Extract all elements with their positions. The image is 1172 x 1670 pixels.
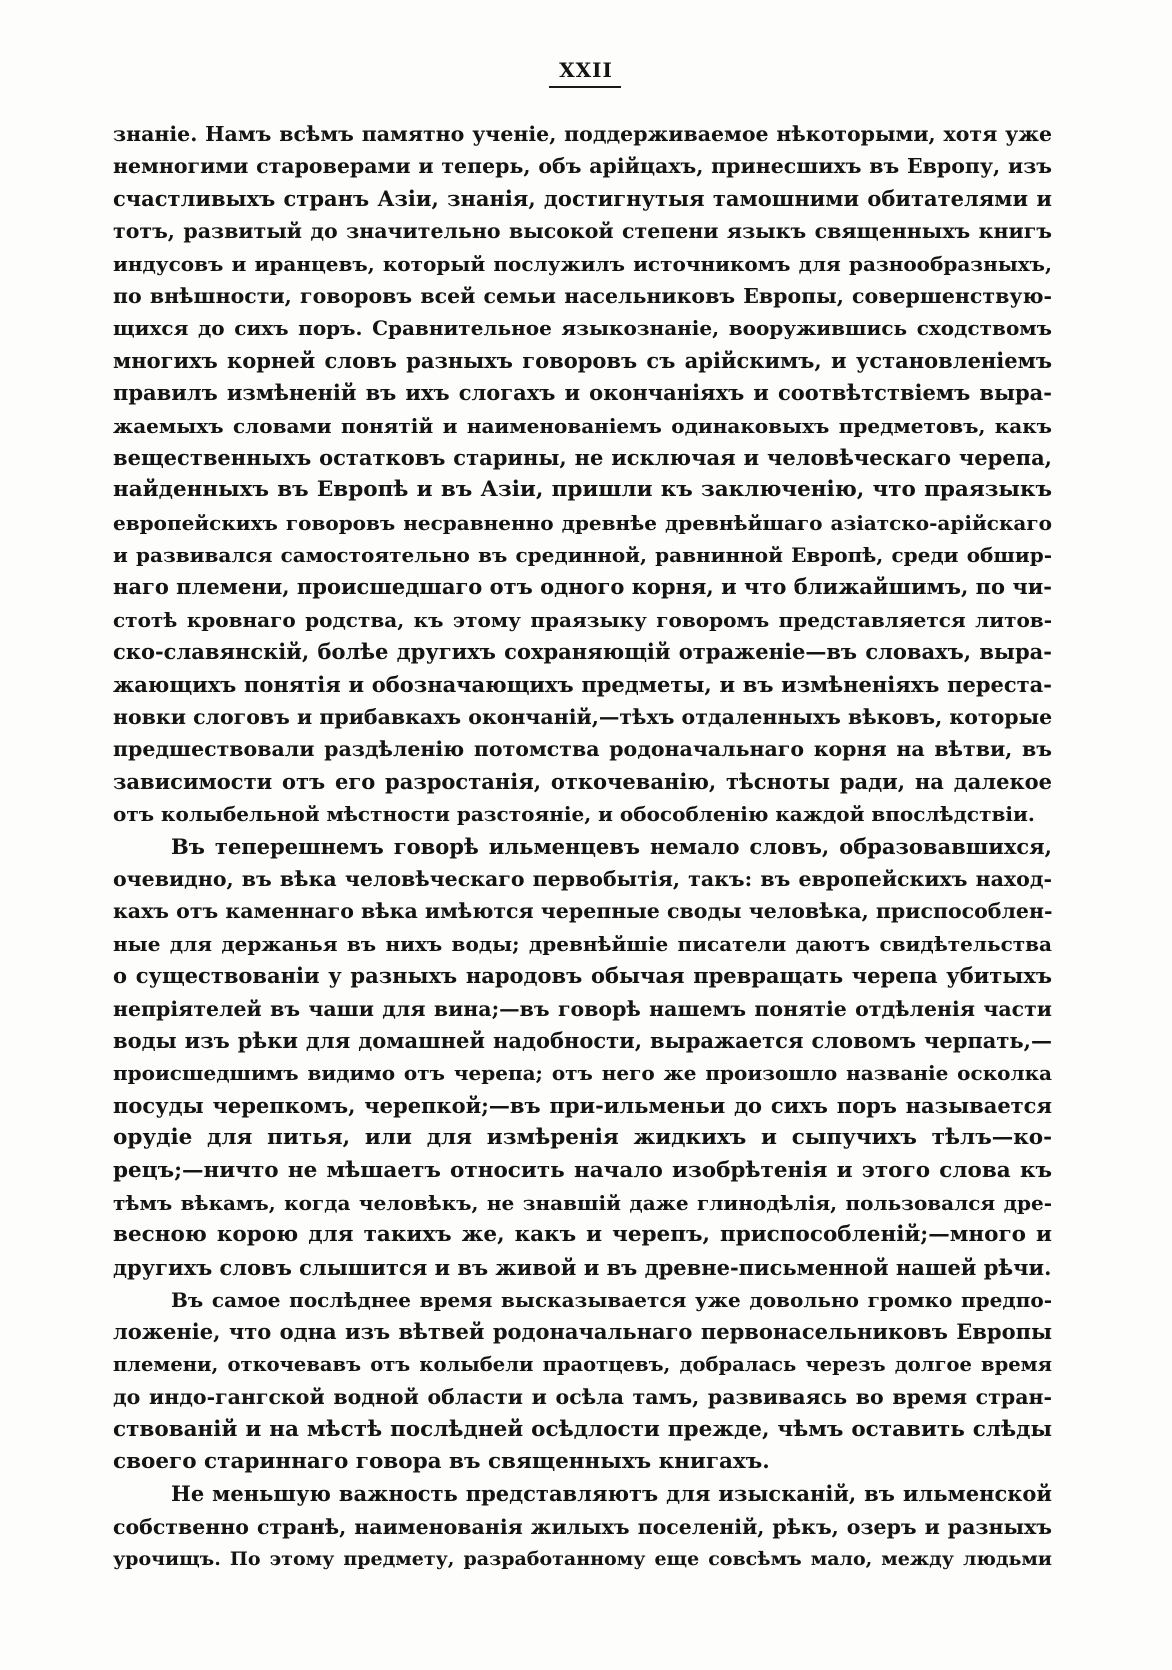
- text-line: посуды черепкомъ, черепкой;—въ при-ильменьи до сихъ поръ называется: [113, 1092, 1052, 1118]
- body-text: [113, 118, 1052, 1576]
- text-line: вещественныхъ остатковъ старины, не исключая и человѣческаго черепа,: [113, 444, 1052, 470]
- text-line: и развивался самостоятельно въ срединной, равнинной Европѣ, среди обшир-: [113, 543, 1052, 568]
- text-line: многихъ корней словъ разныхъ говоровъ съ арійскимъ, и установленіемъ: [113, 347, 1052, 373]
- text-line: непріятелей въ чаши для вина;—въ говорѣ нашемъ понятіе отдѣленія части: [113, 996, 1052, 1021]
- text-line: о существованіи у разныхъ народовъ обычая превращать черепа убитыхъ: [113, 963, 1052, 989]
- text-line: рецъ;—ничто не мѣшаетъ относить начало изобрѣтенія и этого слова къ: [113, 1157, 1052, 1183]
- text-line: весною корою для такихъ же, какъ и черепъ, приспособленій;—много и: [113, 1222, 1052, 1248]
- text-line: Въ теперешнемъ говорѣ ильменцевъ немало словъ, образовавшихся,: [171, 833, 1052, 859]
- text-line: европейскихъ говоровъ несравненно древнѣе древнѣйшаго азіатско-арійскаго: [113, 510, 1052, 535]
- text-line: счастливыхъ странъ Азіи, знанія, достигнутыя тамошними обитателями и: [113, 185, 1052, 211]
- text-line: по внѣшности, говоровъ всей семьи насельниковъ Европы, совершенствую-: [113, 283, 1052, 308]
- text-line: наго племени, происшедшаго отъ одного корня, и что ближайшимъ, по чи-: [113, 574, 1052, 600]
- paragraph: [113, 118, 1052, 831]
- text-line: ствованій и на мѣстѣ послѣдней осѣдлости прежде, чѣмъ оставить слѣды: [113, 1416, 1052, 1442]
- text-line: очевидно, въ вѣка человѣческаго первобытія, такъ: въ европейскихъ наход-: [113, 866, 1052, 891]
- text-line: индусовъ и иранцевъ, который послужилъ источникомъ для разнообразныхъ,: [113, 251, 1052, 276]
- paragraph: [113, 831, 1052, 1284]
- text-line: жаемыхъ словами понятій и наименованіемъ одинаковыхъ предметовъ, какъ: [113, 413, 1052, 438]
- text-line: орудіе для питья, или для измѣренія жидкихъ и сыпучихъ тѣлъ—ко-: [113, 1125, 1052, 1151]
- text-line: до индо-гангской водной области и осѣла тамъ, развиваясь во время стран-: [113, 1385, 1052, 1410]
- text-line: тѣмъ вѣкамъ, когда человѣкъ, не знавшій даже глинодѣлія, пользовался дре-: [113, 1190, 1052, 1215]
- text-line: племени, откочевавъ отъ колыбели праотцевъ, добралась черезъ долгое время: [113, 1352, 1052, 1376]
- text-line: жающихъ понятія и обозначающихъ предметы, и въ измѣненіяхъ переста-: [113, 671, 1052, 697]
- text-line: происшедшимъ видимо отъ черепа; отъ него же произошло названіе осколка: [113, 1061, 1052, 1086]
- text-line: другихъ словъ слышится и въ живой и въ древне-письменной нашей рѣчи.: [113, 1254, 1052, 1280]
- text-line: предшествовали раздѣленію потомства родоначальнаго корня на вѣтви, въ: [113, 737, 1052, 762]
- text-line: своего стариннаго говора въ священныхъ книгахъ.: [113, 1449, 770, 1475]
- text-line: найденныхъ въ Европѣ и въ Азіи, пришли къ заключенію, что праязыкъ: [113, 477, 1052, 503]
- page-number: XXII: [559, 58, 613, 82]
- paragraph: [113, 1284, 1052, 1478]
- text-line: Не меньшую важность представляютъ для изысканій, въ ильменской: [171, 1481, 1052, 1507]
- text-line: зависимости отъ его разростанія, откочеванію, тѣсноты ради, на далекое: [113, 768, 1052, 794]
- text-line: знаніе. Намъ всѣмъ памятно ученіе, поддерживаемое нѣкоторыми, хотя уже: [113, 122, 1052, 146]
- text-line: Въ самое послѣднее время высказывается уже довольно громко предпо-: [171, 1288, 1052, 1313]
- text-line: тотъ, развитый до значительно высокой степени языкъ священныхъ книгъ: [113, 219, 1052, 244]
- text-line: кахъ отъ каменнаго вѣка имѣются черепные своды человѣка, приспособлен-: [113, 899, 1052, 924]
- text-line: правилъ измѣненій въ ихъ слогахъ и окончаніяхъ и соотвѣтствіемъ выра-: [113, 380, 1052, 406]
- paragraph: [113, 1478, 1052, 1575]
- text-line: ско-славянскій, болѣе другихъ сохраняющій отраженіе—въ словахъ, выра-: [113, 639, 1052, 665]
- text-line: ложеніе, что одна изъ вѣтвей родоначальнаго первонасельниковъ Европы: [113, 1319, 1052, 1345]
- text-line: собственно странѣ, наименованія жилыхъ поселеній, рѣкъ, озеръ и разныхъ: [113, 1514, 1052, 1539]
- text-line: новки слоговъ и прибавкахъ окончаній,—тѣхъ отдаленныхъ вѣковъ, которые: [113, 705, 1052, 730]
- text-line: щихся до сихъ поръ. Сравнительное языкознаніе, вооружившись сходствомъ: [113, 316, 1052, 341]
- text-line: немногими староверами и теперь, объ арійцахъ, принесшихъ въ Европу, изъ: [113, 154, 1052, 179]
- text-line: урочищъ. По этому предмету, разработанному еще совсѣмъ мало, между людьми: [113, 1548, 1052, 1571]
- page-number-rule: [549, 86, 621, 88]
- text-line: воды изъ рѣки для домашней надобности, выражается словомъ черпать,—: [113, 1027, 1052, 1053]
- text-line: стотѣ кровнаго родства, къ этому праязыку говоромъ представляется литов-: [113, 607, 1052, 632]
- text-line: ные для держанья въ нихъ воды; древнѣйшіе писатели даютъ свидѣтельства: [113, 931, 1052, 956]
- text-line: отъ колыбельной мѣстности разстояніе, и обособленію каждой впослѣдствіи.: [113, 802, 1035, 827]
